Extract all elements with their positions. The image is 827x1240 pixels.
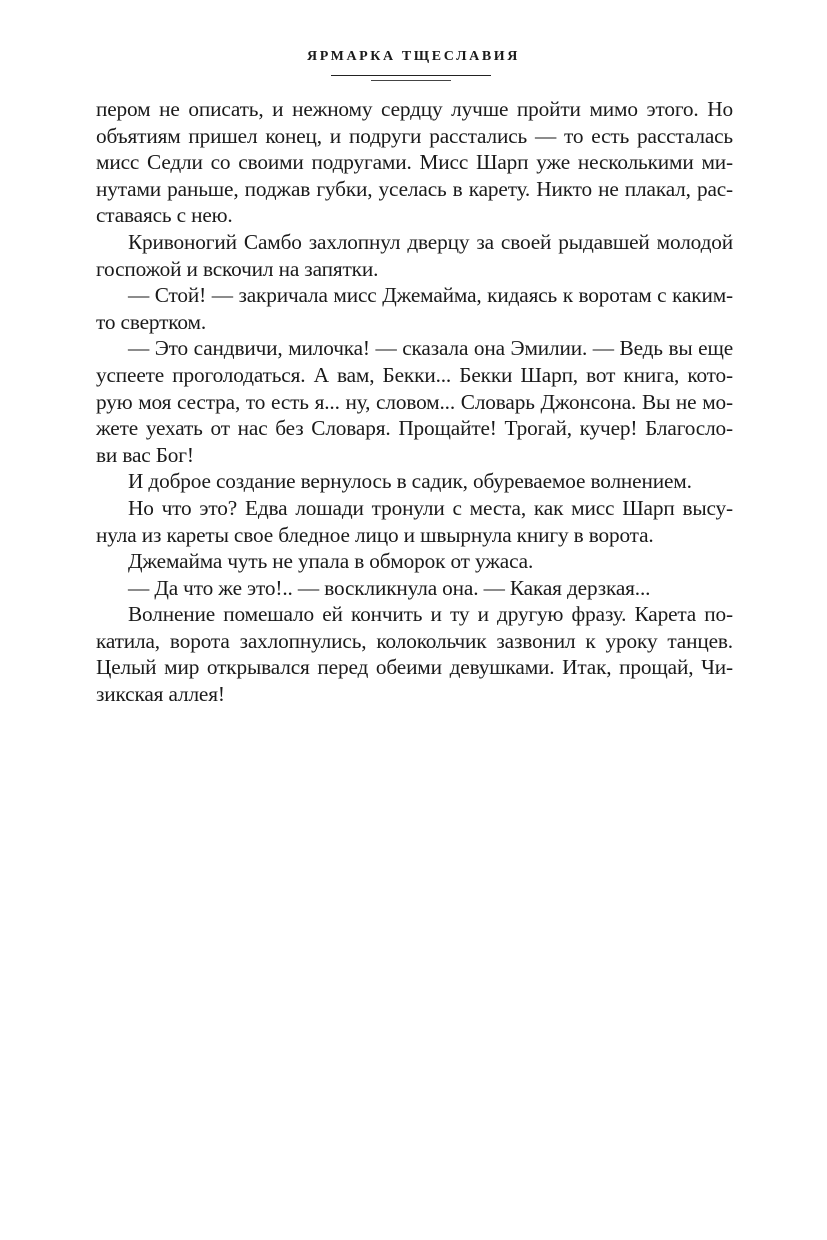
text-line: Кривоногий Самбо захлопнул дверцу за своей рыдавшей молодой	[128, 229, 733, 254]
text-line: то свертком.	[96, 309, 207, 334]
text-line: нула из кареты свое бледное лицо и швырнула книгу в ворота.	[96, 522, 654, 547]
text-line: рую моя сестра, то есть я... ну, словом... Словарь Джонсона. Вы не мо-	[96, 389, 733, 414]
header-rule-short	[371, 80, 451, 81]
text-line: пером не описать, и нежному сердцу лучше пройти мимо этого. Но	[96, 97, 733, 121]
text-line: ви вас Бог!	[96, 442, 194, 467]
header-rule	[331, 75, 491, 76]
text-line: И доброе создание вернулось в садик, обуреваемое волнением.	[128, 469, 692, 494]
text-line: мисс Седли со своими подругами. Мисс Шарп уже несколькими ми-	[96, 150, 733, 175]
page-body	[96, 96, 733, 708]
text-line: Джемайма чуть не упала в обморок от ужаса.	[128, 549, 534, 574]
text-line: нутами раньше, поджав губки, уселась в карету. Никто не плакал, рас-	[96, 176, 733, 201]
text-line: — Это сандвичи, милочка! — сказала она Эмилии. — Ведь вы еще	[128, 336, 733, 361]
text-line: ставаясь с нею.	[96, 203, 233, 228]
text-line: успеете проголодаться. А вам, Бекки... Бекки Шарп, вот книга, кото-	[96, 362, 733, 387]
text-line: госпожой и вскочил на запятки.	[96, 256, 379, 281]
text-line: объятиям пришел конец, и подруги расстались — то есть рассталась	[96, 123, 733, 148]
text-line: катила, ворота захлопнулись, колокольчик зазвонил к уроку танцев.	[96, 628, 733, 653]
text-line: — Стой! — закричала мисс Джемайма, кидаясь к воротам с каким-	[128, 283, 733, 308]
text-line: — Да что же это!.. — воскликнула она. — Какая дерзкая...	[128, 575, 651, 600]
text-line: жете уехать от нас без Словаря. Прощайте! Трогай, кучер! Благосло-	[96, 416, 733, 441]
text-line: Целый мир открывался перед обеими девушками. Итак, прощай, Чи-	[96, 655, 733, 680]
running-title: ЯРМАРКА ТЩЕСЛАВИЯ	[307, 49, 520, 64]
text-line: Но что это? Едва лошади тронули с места, как мисс Шарп высу-	[128, 495, 733, 520]
text-line: Волнение помешало ей кончить и ту и другую фразу. Карета по-	[128, 602, 733, 627]
text-line: зикская аллея!	[96, 682, 225, 707]
